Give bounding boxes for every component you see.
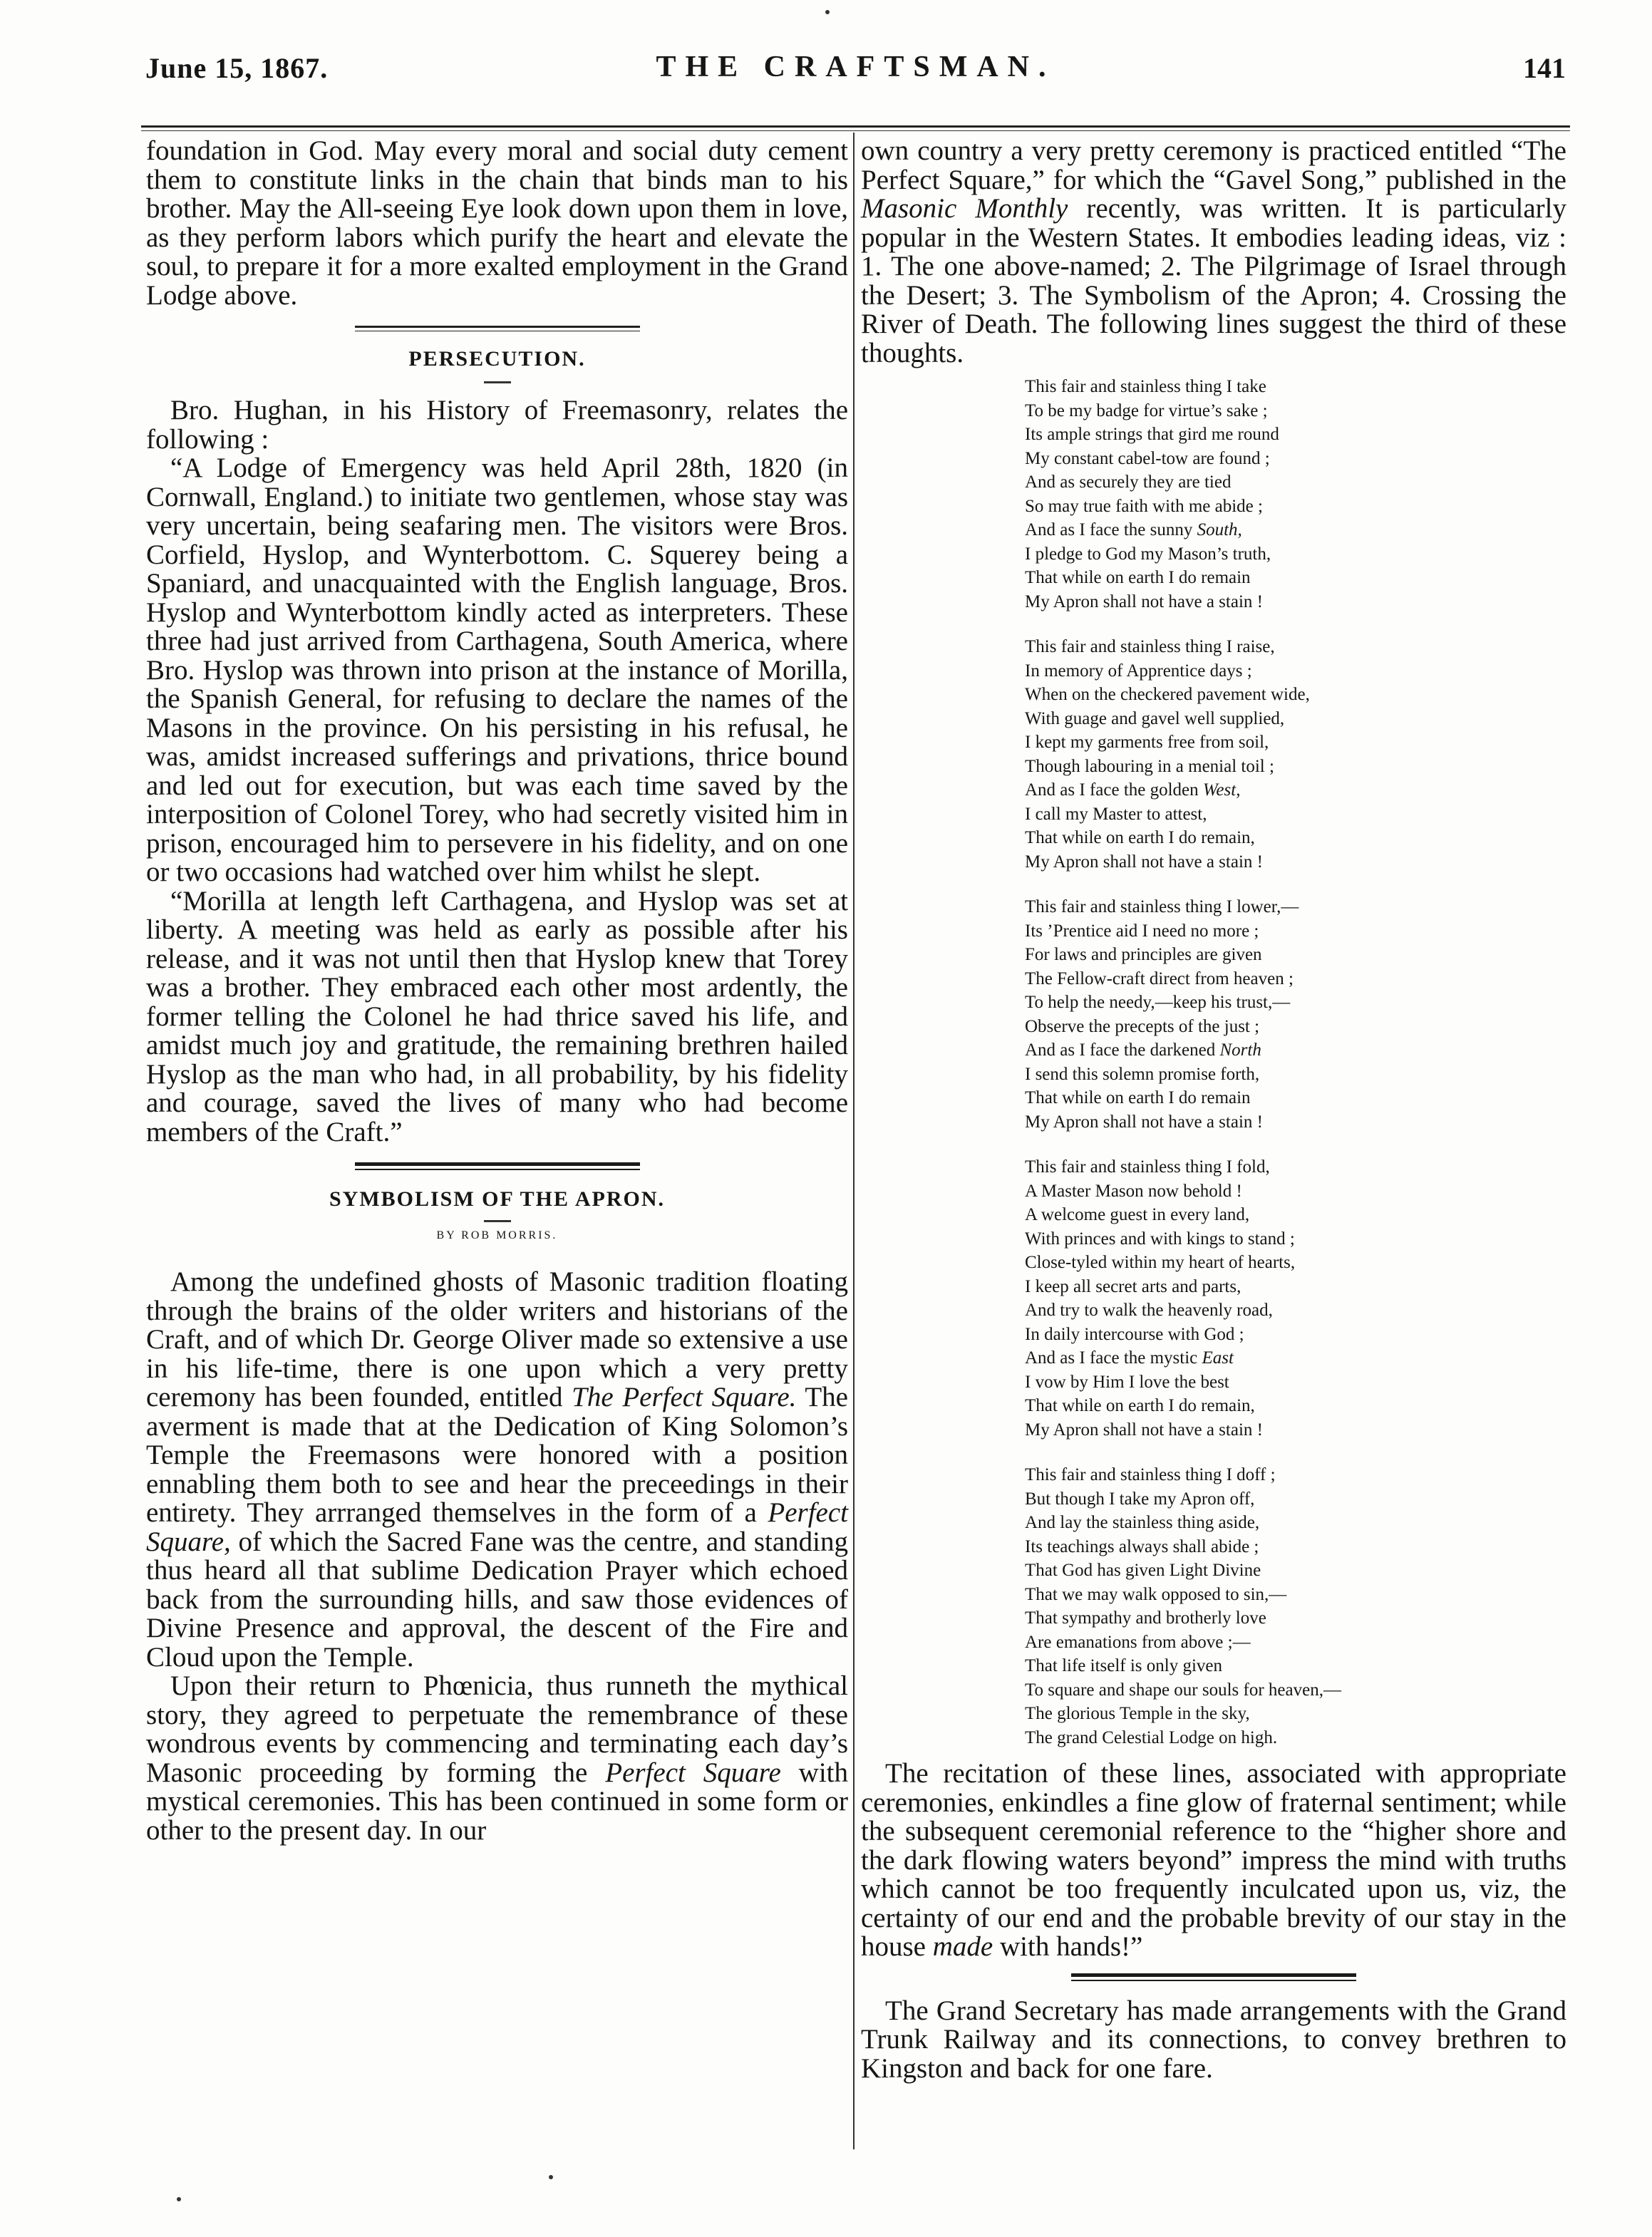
poem-stanza: [1025, 1155, 1467, 1442]
poem-stanza: [1025, 1463, 1467, 1750]
poem-line: Are emanations from above ;—: [1025, 1632, 1251, 1652]
persecution-heading: PERSECUTION.: [408, 347, 586, 371]
poem-line: In memory of Apprentice days ;: [1025, 661, 1252, 681]
emphasis: Masonic Monthly: [861, 193, 1068, 224]
issue-date: June 15, 1867.: [145, 52, 329, 84]
poem-line: That while on earth I do remain,: [1025, 828, 1255, 847]
page-number: 141: [1523, 52, 1566, 84]
section-separator-heavy: [355, 1162, 640, 1170]
poem-line: With princes and with kings to stand ;: [1025, 1229, 1295, 1249]
author-byline: BY ROB MORRIS.: [436, 1229, 558, 1241]
poem-stanza: [1025, 635, 1467, 874]
poem-line: With guage and gavel well supplied,: [1025, 708, 1285, 728]
poem-line: That while on earth I do remain,: [1025, 1396, 1255, 1415]
recitation-paragraph: The recitation of these lines, associated with appropriate ceremonies, enkindles a fine glow of fraternal sentiment; while the subsequent ceremonial reference to the “higher shore and the dark flowing waters beyond” impress the mind with truths which cannot be too frequently inculcated upon us, viz, the certainty of our end and the probable brevity of our stay in the house made with hands!”: [861, 1758, 1566, 1962]
poem-line: The grand Celestial Lodge on high.: [1025, 1727, 1278, 1747]
poem-line: My Apron shall not have a stain !: [1025, 591, 1263, 611]
poem-line: That God has given Light Divine: [1025, 1561, 1261, 1580]
poem-line: For laws and principles are given: [1025, 945, 1262, 964]
poem-line: To be my badge for virtue’s sake ;: [1025, 401, 1268, 420]
emphasis: made: [932, 1931, 993, 1962]
poem-line: Its teachings always shall abide ;: [1025, 1536, 1259, 1556]
poem-line: In daily intercourse with God ;: [1025, 1324, 1244, 1344]
apron-heading: SYMBOLISM OF THE APRON.: [329, 1187, 666, 1211]
page-header: [141, 46, 1570, 91]
poem-line: This fair and stainless thing I take: [1025, 377, 1266, 396]
poem-line: I vow by Him I love the best: [1025, 1372, 1229, 1392]
poem-stanza: [1025, 895, 1467, 1134]
publication-title: THE CRAFTSMAN.: [656, 51, 1055, 83]
poem-line: That life itself is only given: [1025, 1656, 1223, 1675]
poem-line: I send this solemn promise forth,: [1025, 1064, 1260, 1084]
poem-line: And as I face the mystic East: [1025, 1348, 1234, 1368]
poem-line: That sympathy and brotherly love: [1025, 1608, 1266, 1628]
poem-line: Its ’Prentice aid I need no more ;: [1025, 921, 1259, 941]
print-speck: [549, 2175, 553, 2179]
poem-stanza: [1025, 375, 1467, 614]
poem-introduction: own country a very pretty ceremony is practiced entitled “The Perfect Square,” for which the “Gavel Song,” published in the Masonic Monthly recently, was written. It is particularly popular in the Western States. It embodies leading ideas, viz : 1. The one above-named; 2. The Pilgrimage of Israel through the Desert; 3. The Symbolism of the Apron; 4. Crossing the River of Death. The following lines suggest the third of these thoughts.: [861, 135, 1566, 368]
gavel-song-poem: [1025, 375, 1467, 1750]
emphasis: Perfect Square: [605, 1757, 781, 1788]
grand-secretary-notice: The Grand Secretary has made arrangements with the Grand Trunk Railway and its connections, to convey brethren to Kingston and back for one fare.: [861, 1995, 1566, 2084]
left-column: [146, 137, 848, 1845]
apron-paragraph-1: Among the undefined ghosts of Masonic tradition floating through the brains of the older writers and historians of the Craft, and of which Dr. George Oliver made so extensive a use in his life-time, there is one upon which a very pretty ceremony has been founded, entitled The Perfect Square. The averment is made that at the Dedication of King Solomon’s Temple the Freemasons were honored with a position ennabling them both to see and hear the preceedings in their entirety. They arrranged themselves in the form of a Perfect Square, of which the Sacred Fane was the centre, and standing thus heard all that sublime Dedication Prayer which echoed back from the surrounding hills, and saw those evidences of Divine Presence and approval, the descent of the Fire and Cloud upon the Temple.: [146, 1266, 848, 1673]
poem-line: A Master Mason now behold !: [1025, 1181, 1242, 1201]
poem-line: And as I face the golden West,: [1025, 780, 1241, 800]
print-speck: [825, 10, 830, 14]
poem-line: A welcome guest in every land,: [1025, 1205, 1250, 1224]
poem-line: Close-tyled within my heart of hearts,: [1025, 1253, 1296, 1272]
poem-line: Though labouring in a menial toil ;: [1025, 756, 1274, 776]
opening-paragraph: foundation in God. May every moral and social duty cement them to constitute links in the chain that binds man to his brother. May the All-seeing Eye look down upon them in love, as they perform labors which purify the heart and elevate the soul, to prepare it for a more exalted employment in the Grand Lodge above.: [146, 135, 848, 311]
header-rule-thin: [141, 130, 1570, 131]
column-divider: [853, 133, 855, 2149]
poem-line: And as securely they are tied: [1025, 472, 1232, 492]
poem-line: This fair and stainless thing I lower,—: [1025, 897, 1299, 916]
poem-line: When on the checkered pavement wide,: [1025, 685, 1310, 704]
apron-paragraph-2: Upon their return to Phœnicia, thus runneth the mythical story, they agreed to perpetuate the remembrance of these wondrous events by commencing and terminating each day’s Masonic proceeding by forming the Perfect Square with mystical ceremonies. This has been continued in some form or other to the present day. In our: [146, 1670, 848, 1846]
persecution-paragraph-1: “A Lodge of Emergency was held April 28th, 1820 (in Cornwall, England.) to initiate two gentlemen, whose stay was very uncertain, being seafaring men. The visitors were Bros. Corfield, Hyslop, and Wynterbottom. C. Squerey being a Spaniard, and unacquainted with the English language, Bros. Hyslop and Wynterbottom kindly acted as interpreters. These three had just arrived from Carthagena, South America, where Bro. Hyslop was thrown into prison at the instance of Morilla, the Spanish General, for refusing to declare the names of the Masons in the province. On his persisting in his refusal, he was, amidst increased sufferings and privations, thrice bound and led out for execution, but was each time saved by the interposition of Colonel Torey, who had secretly visited him in prison, encouraged him to persevere in his fidelity, and on one or two occasions had watched over him whilst he slept.: [146, 453, 848, 887]
persecution-paragraph-2: “Morilla at length left Carthagena, and Hyslop was set at liberty. A meeting was held as early as possible after his release, and it was not until then that Hyslop knew that Torey was a brother. They embraced each other most ardently, the former telling the Colonel he had thrice saved his life, and amidst much joy and gratitude, the remaining brethren hailed Hyslop as the man who had, in all probability, by his fidelity and courage, saved the lives of many who had become members of the Craft.”: [146, 885, 848, 1147]
poem-line: So may true faith with me abide ;: [1025, 496, 1263, 516]
poem-line: My Apron shall not have a stain !: [1025, 1420, 1263, 1440]
print-speck: [177, 2197, 181, 2201]
emphasis: The Perfect Square.: [572, 1382, 797, 1412]
poem-line: This fair and stainless thing I fold,: [1025, 1157, 1270, 1177]
poem-line: To help the needy,—keep his trust,—: [1025, 993, 1291, 1012]
poem-line: And try to walk the heavenly road,: [1025, 1301, 1273, 1320]
emphasis: Perfect Square,: [146, 1497, 848, 1557]
poem-line: That while on earth I do remain: [1025, 568, 1251, 587]
poem-line: Its ample strings that gird me round: [1025, 425, 1279, 444]
poem-line: The Fellow-craft direct from heaven ;: [1025, 968, 1294, 988]
poem-line: And lay the stainless thing aside,: [1025, 1513, 1260, 1532]
poem-line: This fair and stainless thing I doff ;: [1025, 1465, 1276, 1484]
poem-line: I call my Master to attest,: [1025, 804, 1207, 824]
poem-line: The glorious Temple in the sky,: [1025, 1704, 1250, 1723]
poem-line: I kept my garments free from soil,: [1025, 733, 1269, 752]
poem-line: My Apron shall not have a stain !: [1025, 1112, 1263, 1132]
header-rule: [141, 125, 1570, 128]
poem-line: I pledge to God my Mason’s truth,: [1025, 544, 1271, 564]
poem-line: I keep all secret arts and parts,: [1025, 1276, 1241, 1296]
right-column: [861, 137, 1566, 2083]
poem-line: That we may walk opposed to sin,—: [1025, 1584, 1287, 1604]
section-separator: [355, 326, 640, 331]
poem-line: My constant cabel-tow are found ;: [1025, 448, 1270, 468]
poem-line: And as I face the sunny South,: [1025, 520, 1242, 539]
persecution-intro: Bro. Hughan, in his History of Freemasonry, relates the following :: [146, 395, 848, 455]
poem-line: But though I take my Apron off,: [1025, 1489, 1255, 1509]
section-separator-heavy: [1071, 1973, 1356, 1981]
poem-line: And as I face the darkened North: [1025, 1040, 1261, 1060]
poem-line: That while on earth I do remain: [1025, 1088, 1251, 1107]
poem-line: To square and shape our souls for heaven,—: [1025, 1680, 1341, 1700]
poem-line: This fair and stainless thing I raise,: [1025, 637, 1275, 656]
poem-line: Observe the precepts of the just ;: [1025, 1016, 1260, 1036]
poem-line: My Apron shall not have a stain !: [1025, 852, 1263, 872]
